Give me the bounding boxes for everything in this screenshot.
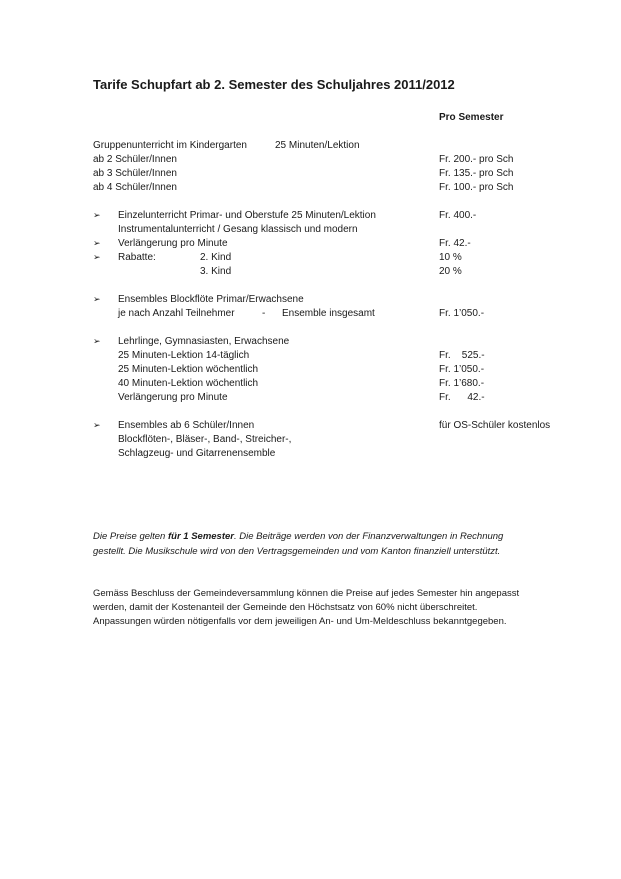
kindergarten-row-price: Fr. 135.- pro Sch — [439, 168, 514, 179]
lehrlinge-row-price: Fr. 42.- — [439, 392, 485, 403]
einzel-sub: Instrumentalunterricht / Gesang klassisch und modern — [118, 224, 358, 235]
lehrlinge-row-label: 25 Minuten-Lektion 14-täglich — [118, 350, 250, 361]
rabatte-row-label: 3. Kind — [200, 266, 232, 277]
lehrlinge-row-price: Fr. 525.- — [439, 350, 485, 361]
bullet-arrow-icon: ➢ — [93, 336, 101, 346]
ensembles-block-price: Fr. 1’050.- — [439, 308, 485, 319]
ensembles6-sub: Blockflöten-, Bläser-, Band-, Streicher-, — [118, 434, 292, 445]
einzel-price: Fr. 400.- — [439, 210, 477, 221]
kindergarten-label: Gruppenunterricht im Kindergarten — [93, 140, 247, 151]
rabatte-label: Rabatte: — [118, 252, 156, 263]
verlaengerung-label: Verlängerung pro Minute — [118, 238, 228, 249]
kindergarten-duration: 25 Minuten/Lektion — [275, 140, 360, 151]
bullet-arrow-icon: ➢ — [93, 252, 101, 262]
bullet-arrow-icon: ➢ — [93, 210, 101, 220]
footnote-emphasis: für 1 Semester — [167, 531, 234, 542]
ensembles-block-sub: Ensemble insgesamt — [282, 308, 375, 319]
notice-line: werden, damit der Kostenanteil der Gemeinde den Höchstsatz von 60% nicht überschreitet. — [93, 602, 478, 613]
ensembles-block-label: Ensembles Blockflöte Primar/Erwachsene — [118, 294, 304, 305]
lehrlinge-row-label: Verlängerung pro Minute — [118, 392, 228, 403]
ensembles6-price: für OS-Schüler kostenlos — [439, 420, 551, 431]
bullet-arrow-icon: ➢ — [93, 238, 101, 248]
lehrlinge-label: Lehrlinge, Gymnasiasten, Erwachsene — [118, 336, 290, 347]
kindergarten-row-label: ab 3 Schüler/Innen — [93, 168, 177, 179]
notice-line: Gemäss Beschluss der Gemeindeversammlung können die Preise auf jedes Semester hin angepasst — [93, 588, 520, 599]
bullet-arrow-icon: ➢ — [93, 294, 101, 304]
rabatte-row-label: 2. Kind — [200, 252, 232, 263]
lehrlinge-row-label: 25 Minuten-Lektion wöchentlich — [118, 364, 259, 375]
rabatte-row-value: 10 % — [439, 252, 462, 263]
notice-line: Anpassungen würden nötigenfalls vor dem jeweiligen An- und Um-Meldeschluss bekanntgegeben. — [93, 616, 507, 627]
verlaengerung-price: Fr. 42.- — [439, 238, 471, 249]
ensembles6-sub: Schlagzeug- und Gitarrenensemble — [118, 448, 276, 459]
ensembles6-label: Ensembles ab 6 Schüler/Innen — [118, 420, 255, 431]
ensembles-block-dash: - — [262, 308, 266, 319]
kindergarten-row-price: Fr. 200.- pro Sch — [439, 154, 514, 165]
kindergarten-row-label: ab 2 Schüler/Innen — [93, 154, 177, 165]
footnote-text: . Die Beiträge werden von der Finanzverwaltungen in Rechnung — [234, 531, 504, 542]
rabatte-row-value: 20 % — [439, 266, 462, 277]
footnote-line — [93, 530, 503, 543]
lehrlinge-row-label: 40 Minuten-Lektion wöchentlich — [118, 378, 259, 389]
ensembles-block-sub: je nach Anzahl Teilnehmer — [118, 308, 235, 319]
footnote-line: gestellt. Die Musikschule wird von den Vertragsgemeinden und vom Kanton finanziell unterstützt. — [93, 546, 501, 557]
einzel-label: Einzelunterricht Primar- und Oberstufe 25 Minuten/Lektion — [118, 210, 376, 221]
page-title: Tarife Schupfart ab 2. Semester des Schuljahres 2011/2012 — [93, 77, 455, 92]
column-header: Pro Semester — [439, 112, 504, 123]
kindergarten-row-label: ab 4 Schüler/Innen — [93, 182, 177, 193]
kindergarten-row-price: Fr. 100.- pro Sch — [439, 182, 514, 193]
bullet-arrow-icon: ➢ — [93, 420, 101, 430]
lehrlinge-row-price: Fr. 1’050.- — [439, 364, 485, 375]
lehrlinge-row-price: Fr. 1’680.- — [439, 378, 485, 389]
footnote-text: Die Preise gelten — [93, 531, 168, 542]
